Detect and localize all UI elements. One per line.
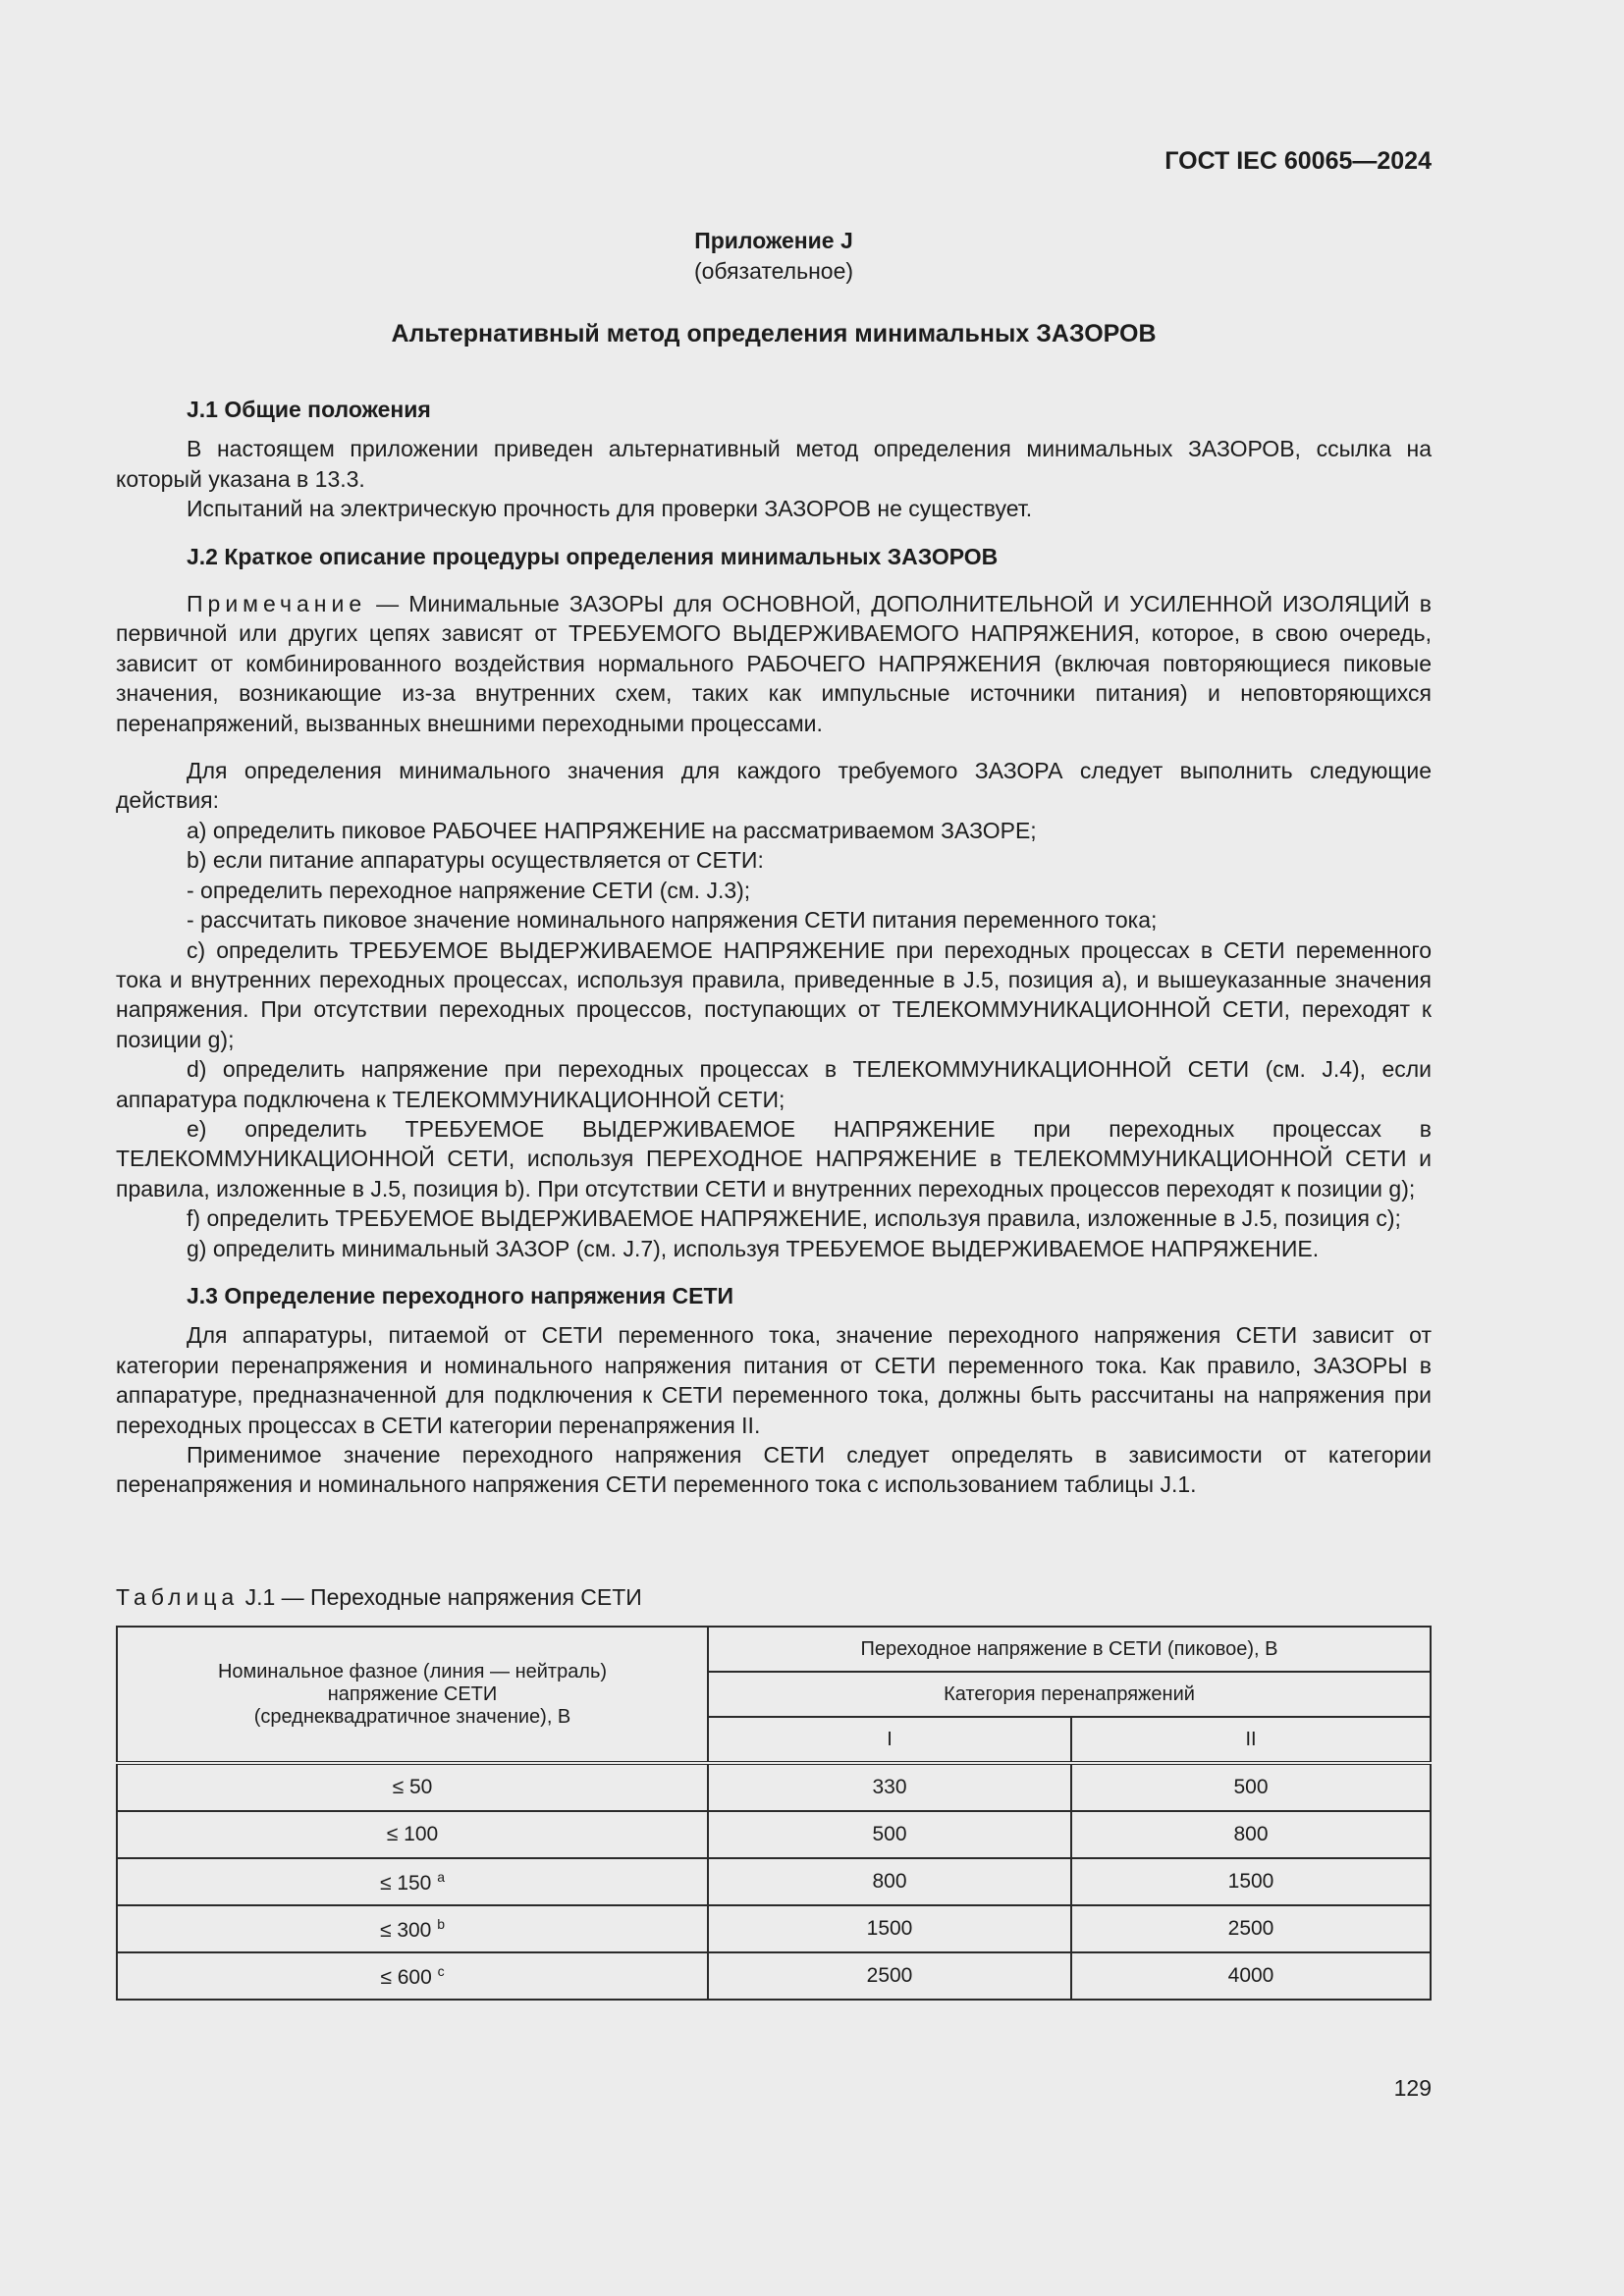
annex-status: (обязательное) bbox=[693, 258, 854, 284]
paragraph: Испытаний на электрическую прочность для проверки ЗАЗОРОВ не существует. bbox=[187, 496, 1033, 522]
table-row bbox=[117, 1763, 1431, 1811]
footnote-mark: b bbox=[437, 1915, 446, 1932]
voltage-value: ≤ 150 bbox=[379, 1871, 432, 1895]
cell-cat1: 1500 bbox=[708, 1905, 1071, 1952]
annex-label: Приложение J bbox=[694, 228, 853, 253]
table-row bbox=[117, 1811, 1431, 1858]
footnote-mark: c bbox=[437, 1962, 445, 1979]
list-item: b) если питание аппаратуры осуществляется от СЕТИ: bbox=[187, 847, 764, 874]
table-caption-text: J.1 — Переходные напряжения СЕТИ bbox=[239, 1584, 642, 1610]
paragraph: В настоящем приложении приведен альтернативный метод определения минимальных ЗАЗОРОВ, ссылка на который указана в 13.3. bbox=[116, 436, 1432, 492]
voltage-value: ≤ 300 bbox=[379, 1918, 432, 1942]
header-category-ii: II bbox=[1071, 1717, 1431, 1763]
list-item: f) определить ТРЕБУЕМОЕ ВЫДЕРЖИВАЕМОЕ НАПРЯЖЕНИЕ, используя правила, изложенные в J.5, позиция c); bbox=[187, 1205, 1401, 1232]
header-category-i: I bbox=[708, 1717, 1071, 1763]
cell-cat2: 2500 bbox=[1071, 1905, 1431, 1952]
page-number: 129 bbox=[1393, 2075, 1432, 2101]
note-paragraph bbox=[116, 589, 1432, 738]
cell-voltage bbox=[117, 1952, 708, 2000]
transient-voltage-table bbox=[116, 1626, 1432, 2001]
list-item: c) определить ТРЕБУЕМОЕ ВЫДЕРЖИВАЕМОЕ НАПРЯЖЕНИЕ при переходных процессах в СЕТИ переменного тока и внутренних переходных процессах, используя правила, приведенные в J.5, позиция a), и вышеуказанные значения напряжения. При отсутствии переходных процессов, поступающих от ТЕЛЕКОММУНИКАЦИОННОЙ СЕТИ, переходят к позиции g); bbox=[116, 936, 1432, 1052]
list-item: a) определить пиковое РАБОЧЕЕ НАПРЯЖЕНИЕ на рассматриваемом ЗАЗОРЕ; bbox=[187, 817, 1037, 843]
section-heading-j3: J.3 Определение переходного напряжения СЕТИ bbox=[187, 1282, 734, 1308]
header-nominal-voltage bbox=[117, 1627, 708, 1763]
list-item: d) определить напряжение при переходных процессах в ТЕЛЕКОММУНИКАЦИОННОЙ СЕТИ (см. J.4), если аппаратура подключена к ТЕЛЕКОММУНИКАЦИОННОЙ СЕТИ; bbox=[116, 1056, 1432, 1112]
table-header-row bbox=[117, 1627, 1431, 1672]
list-subitem: - рассчитать пиковое значение номинального напряжения СЕТИ питания переменного тока; bbox=[187, 907, 1158, 934]
cell-cat2: 500 bbox=[1071, 1763, 1431, 1811]
annex-title: Альтернативный метод определения минимальных ЗАЗОРОВ bbox=[391, 320, 1157, 347]
cell-voltage bbox=[117, 1858, 708, 1905]
paragraph: Для аппаратуры, питаемой от СЕТИ переменного тока, значение переходного напряжения СЕТИ зависит от категории перенапряжения и номинального напряжения питания от СЕТИ переменного тока. Как правило, ЗАЗОРЫ в аппаратуре, предназначенной для подключения к СЕТИ переменного тока, должны быть рассчитаны на напряжения при переходных процессах в СЕТИ категории перенапряжения II. bbox=[116, 1322, 1432, 1438]
annex-heading bbox=[116, 226, 1432, 287]
cell-cat2: 1500 bbox=[1071, 1858, 1431, 1905]
header-transient-voltage: Переходное напряжение в СЕТИ (пиковое), В bbox=[708, 1627, 1431, 1672]
table-row bbox=[117, 1858, 1431, 1905]
header-line: Номинальное фазное (линия — нейтраль) bbox=[217, 1660, 608, 1682]
cell-cat1: 500 bbox=[708, 1811, 1071, 1858]
cell-cat2: 800 bbox=[1071, 1811, 1431, 1858]
table-caption bbox=[116, 1584, 642, 1611]
table-row bbox=[117, 1905, 1431, 1952]
document-code: ГОСТ IEC 60065—2024 bbox=[1164, 147, 1432, 175]
note-label: Примечание bbox=[187, 591, 367, 617]
cell-cat2: 4000 bbox=[1071, 1952, 1431, 2000]
list-item: e) определить ТРЕБУЕМОЕ ВЫДЕРЖИВАЕМОЕ НАПРЯЖЕНИЕ при переходных процессах в ТЕЛЕКОММУНИКАЦИОННОЙ СЕТИ, используя ПЕРЕХОДНОЕ НАПРЯЖЕНИЕ в ТЕЛЕКОММУНИКАЦИОННОЙ СЕТИ и правила, изложенные в J.5, позиция b). При отсутствии СЕТИ и внутренних переходных процессов переходят к позиции g); bbox=[116, 1115, 1432, 1201]
cell-voltage: ≤ 100 bbox=[117, 1811, 708, 1858]
document-body bbox=[116, 395, 1432, 1500]
table-row bbox=[117, 1952, 1431, 2000]
cell-cat1: 800 bbox=[708, 1858, 1071, 1905]
paragraph: Для определения минимального значения для каждого требуемого ЗАЗОРА следует выполнить следующие действия: bbox=[116, 758, 1432, 814]
cell-cat1: 330 bbox=[708, 1763, 1071, 1811]
header-line: (среднеквадратичное значение), В bbox=[253, 1705, 571, 1728]
list-item: g) определить минимальный ЗАЗОР (см. J.7), используя ТРЕБУЕМОЕ ВЫДЕРЖИВАЕМОЕ НАПРЯЖЕНИЕ. bbox=[187, 1235, 1320, 1261]
cell-cat1: 2500 bbox=[708, 1952, 1071, 2000]
note-text: — Минимальные ЗАЗОРЫ для ОСНОВНОЙ, ДОПОЛНИТЕЛЬНОЙ И УСИЛЕННОЙ ИЗОЛЯЦИЙ в первичной или других цепях зависят от ТРЕБУЕМОГО ВЫДЕРЖИВАЕМОГО НАПРЯЖЕНИЯ, которое, в свою очередь, зависит от комбинированного воздействия нормального РАБОЧЕГО НАПРЯЖЕНИЯ (включая повторяющиеся пиковые значения, возникающие из-за внутренних схем, таких как импульсные источники питания) и неповторяющихся перенапряжений, вызванных внешними переходными процессами. bbox=[116, 591, 1432, 736]
voltage-value: ≤ 600 bbox=[380, 1965, 432, 1989]
list-subitem: - определить переходное напряжение СЕТИ (см. J.3); bbox=[187, 877, 751, 903]
footnote-mark: a bbox=[437, 1868, 446, 1885]
header-line: напряжение СЕТИ bbox=[327, 1682, 498, 1705]
cell-voltage: ≤ 50 bbox=[117, 1763, 708, 1811]
cell-voltage bbox=[117, 1905, 708, 1952]
header-overvoltage-category: Категория перенапряжений bbox=[708, 1672, 1431, 1717]
section-heading-j2: J.2 Краткое описание процедуры определения минимальных ЗАЗОРОВ bbox=[187, 543, 999, 569]
paragraph: Применимое значение переходного напряжения СЕТИ следует определять в зависимости от категории перенапряжения и номинального напряжения СЕТИ переменного тока с использованием таблицы J.1. bbox=[116, 1442, 1432, 1498]
table-caption-label: Таблица bbox=[116, 1584, 240, 1610]
section-heading-j1: J.1 Общие положения bbox=[187, 397, 431, 422]
